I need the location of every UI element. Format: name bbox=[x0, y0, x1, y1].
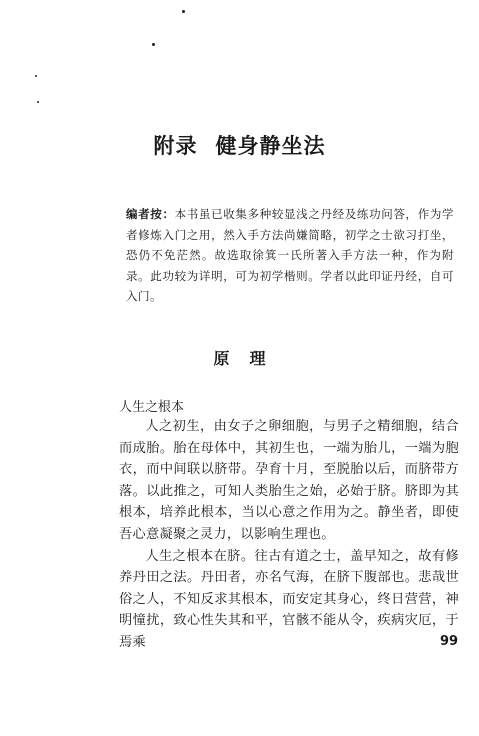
scan-speck bbox=[35, 75, 37, 77]
body-text bbox=[119, 416, 459, 654]
editor-note bbox=[126, 204, 454, 307]
section-title-char: 原 bbox=[213, 349, 230, 368]
paragraph: 人生之根本在脐。往古有道之士，盖早知之，故有修养丹田之法。丹田者，亦名气海，在脐下腹部也。悲哉世俗之人，不知反求其根本，而安定其身心，终日营营，神明憧扰，致心性失其和平，官骸不能从令，疾病灾厄，于焉乘 bbox=[119, 548, 459, 650]
editor-note-label: 编者按： bbox=[126, 207, 175, 221]
scan-speck bbox=[182, 10, 185, 13]
section-title-char: 理 bbox=[249, 349, 266, 368]
appendix-title bbox=[0, 130, 479, 160]
section-title bbox=[0, 346, 479, 369]
scan-speck bbox=[152, 43, 155, 46]
editor-note-text: 本书虽已收集多种较显浅之丹经及练功问答，作为学者修炼入门之用，然入手方法尚嫌简略，初学之士欲习打坐，恐仍不免茫然。故选取徐箕一氏所著入手方法一种，作为附录。此功较为详明，可为初学楷则。学者以此印证丹经，自可入门。 bbox=[126, 207, 455, 303]
paragraph: 人之初生，由女子之卵细胞，与男子之精细胞，结合而成胎。胎在母体中，其初生也，一端为胎儿，一端为胞衣，而中间联以脐带。孕育十月，至脱胎以后，而脐带方落。以此推之，可知人类胎生之始，必始于脐。脐即为其根本，培养此根本，当以心意之作用为之。静坐者，即使吾心意凝聚之灵力，以影响生理也。 bbox=[119, 419, 459, 542]
page-number: 99 bbox=[440, 634, 459, 649]
scan-speck bbox=[37, 101, 39, 103]
appendix-title-text: 健身静坐法 bbox=[215, 134, 326, 158]
appendix-title-label: 附录 bbox=[153, 134, 198, 158]
subheading: 人生之根本 bbox=[119, 400, 185, 415]
